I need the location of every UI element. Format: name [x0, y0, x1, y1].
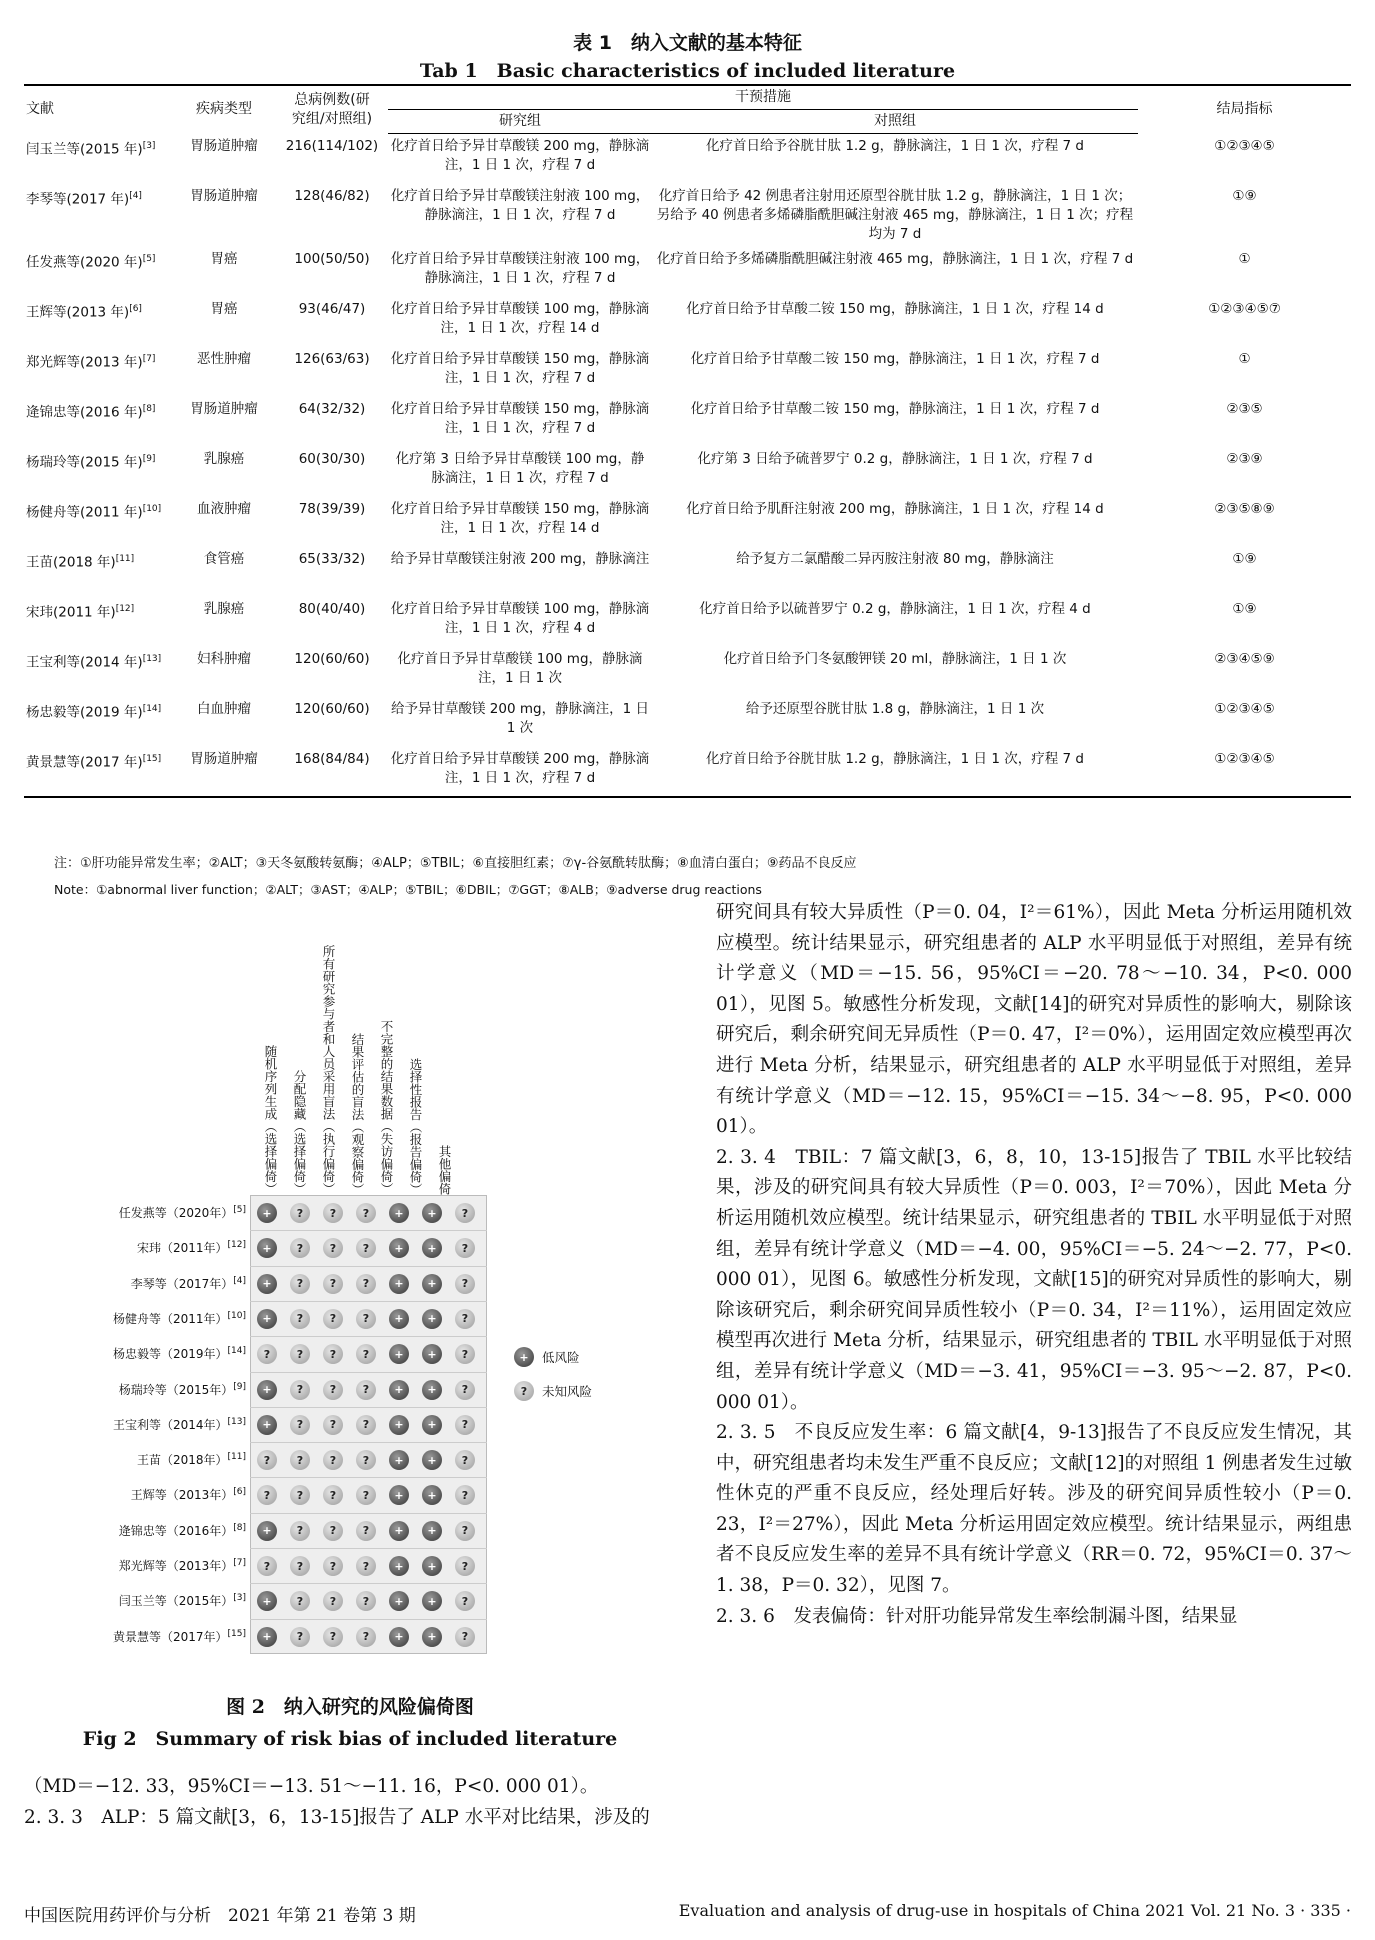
bias-row-label: 任发燕等（2020年）[5]: [118, 1205, 246, 1220]
figure-caption-cn: 图 2 纳入研究的风险偏倚图: [226, 1696, 474, 1718]
cell-study: 化疗首日给予异甘草酸镁 150 mg，静脉滴注，1 日 1 次，疗程 14 d: [390, 500, 650, 536]
unknown-risk-icon: ?: [290, 1627, 310, 1647]
unknown-risk-icon: ?: [356, 1380, 376, 1400]
unknown-risk-icon: ?: [356, 1203, 376, 1223]
low-risk-icon: +: [389, 1238, 409, 1258]
bias-row-label: 杨瑞玲等（2015年）[9]: [118, 1381, 246, 1397]
cell-cases: 128(46/82): [294, 187, 370, 204]
cell-literature: 闫玉兰等(2015 年)[3]: [26, 140, 156, 157]
unknown-risk-icon: ?: [323, 1274, 343, 1294]
unknown-risk-icon: ?: [323, 1485, 343, 1505]
cell-disease: 胃癌: [210, 300, 238, 317]
table-row: [24, 747, 1351, 797]
bias-column-header: 选择性报告（报告偏倚）: [408, 1057, 423, 1195]
cell-cases: 216(114/102): [285, 137, 379, 154]
cell-study: 化疗首日给予异甘草酸镁 200 mg，静脉滴注，1 日 1 次，疗程 7 d: [388, 747, 652, 797]
low-risk-icon: +: [514, 1347, 534, 1367]
unknown-risk-icon: ?: [323, 1380, 343, 1400]
low-risk-icon: +: [257, 1309, 277, 1329]
cell-disease: 胃肠道肿瘤: [190, 137, 258, 154]
table-row: [24, 697, 1351, 747]
low-risk-icon: +: [389, 1344, 409, 1364]
bias-row-label: 杨忠毅等（2019年）[14]: [112, 1346, 246, 1362]
cell-control: 给予复方二氯醋酸二异丙胺注射液 80 mg，静脉滴注: [736, 550, 1054, 567]
unknown-risk-icon: ?: [257, 1450, 277, 1470]
right-paragraph-1: 2. 3. 4 TBIL：7 篇文献[3，6，8，10，13-15]报告了 TBIL 水平比较结果，涉及的研究间具有较大异质性（P＝0. 003，I²＝70%），因此 Meta 分析运用随机效应模型。统计结果显示，研究组患者的 TBIL 水平明显低于对照组，差异有统计学意义（MD＝−4. 00，95%CI＝−5. 24～−2. 77，P<0. 000 01），见图 6。敏感性分析发现，文献[15]的研究对异质性的影响大，剔除该研究后，剩余研究间异质性较小（P＝0. 34，I²＝11%），运用固定效应模型再次进行 Meta 分析，结果显示，研究组患者的 TBIL 水平明显低于对照组，差异有统计学意义（MD＝−3. 41，95%CI＝−3. 95～−2. 87，P<0. 000 01）。: [716, 1146, 1352, 1413]
low-risk-icon: +: [389, 1521, 409, 1541]
low-risk-icon: +: [389, 1450, 409, 1470]
unknown-risk-icon: ?: [323, 1556, 343, 1576]
low-risk-icon: +: [422, 1415, 442, 1435]
bias-row-label: 闫玉兰等（2015年）[3]: [118, 1593, 246, 1609]
footer-journal-en: Evaluation and analysis of drug-use in hospitals of China 2021 Vol. 21 No. 3 · 335 ·: [678, 1901, 1351, 1920]
cell-control: 化疗首日给予多烯磷脂酰胆碱注射液 465 mg，静脉滴注，1 日 1 次，疗程 7 d: [656, 250, 1134, 267]
unknown-risk-icon: ?: [290, 1380, 310, 1400]
bias-column-header: 随机序列生成（选择偏倚）: [263, 1045, 278, 1195]
figure-caption-en: Fig 2 Summary of risk bias of included literature: [82, 1728, 618, 1750]
unknown-risk-icon: ?: [323, 1344, 343, 1364]
legend-unknown: ? 未知风险: [514, 1381, 592, 1401]
cell-literature: 王苗(2018 年)[11]: [26, 553, 135, 570]
cell-literature: 李琴等(2017 年)[4]: [26, 190, 142, 207]
cell-disease: 恶性肿瘤: [197, 350, 251, 367]
table-row: [24, 297, 1351, 347]
cell-control: 给予还原型谷胱甘肽 1.8 g，静脉滴注，1 日 1 次: [745, 700, 1045, 717]
unknown-risk-icon: ?: [455, 1485, 475, 1505]
unknown-risk-icon: ?: [455, 1238, 475, 1258]
unknown-risk-icon: ?: [356, 1238, 376, 1258]
cell-outcome: ①②③④⑤: [1138, 747, 1351, 797]
bias-row-label: 王苗（2018年）[11]: [136, 1452, 246, 1468]
unknown-risk-icon: ?: [290, 1203, 310, 1223]
cell-control: 化疗首日给予谷胱甘肽 1.2 g，静脉滴注，1 日 1 次，疗程 7 d: [706, 138, 1084, 154]
left-paragraph-1: 2. 3. 3 ALP：5 篇文献[3，6，13-15]报告了 ALP 水平对比结果，涉及的: [24, 1806, 650, 1828]
cell-outcome: ①: [1238, 350, 1251, 367]
cell-control: 化疗第 3 日给予硫普罗宁 0.2 g，静脉滴注，1 日 1 次，疗程 7 d: [697, 450, 1093, 467]
cell-disease: 胃肠道肿瘤: [190, 187, 258, 204]
cell-literature: 郑光辉等(2013 年)[7]: [26, 353, 156, 370]
table-row: [24, 347, 1351, 397]
table-row: [24, 597, 1351, 647]
bias-row-label: 黄景慧等（2017年）[15]: [112, 1628, 246, 1644]
low-risk-icon: +: [422, 1309, 442, 1329]
table-row: [24, 247, 1351, 297]
cell-outcome: ①⑨: [1232, 600, 1257, 617]
cell-literature: 任发燕等(2020 年)[5]: [26, 253, 156, 270]
cell-outcome: ①⑨: [1232, 550, 1257, 567]
cell-cases: 120(60/60): [294, 700, 370, 717]
low-risk-icon: +: [422, 1238, 442, 1258]
table-row: [24, 497, 1351, 547]
bias-row-label: 宋玮（2011年）[12]: [136, 1240, 246, 1256]
right-paragraph-2: 2. 3. 5 不良反应发生率：6 篇文献[4，9-13]报告了不良反应发生情况，其中，研究组患者均未发生严重不良反应；文献[12]的对照组 1 例患者发生过敏性休克的严重不良反应，经处理后好转。涉及的研究间异质性较小（P＝0. 23，I²＝27%），因此 Meta 分析运用固定效应模型。统计结果显示，两组患者不良反应发生率的差异不具有统计学意义（RR＝0. 72，95%CI＝0. 37～1. 38，P＝0. 32），见图 7。: [716, 1422, 1352, 1597]
unknown-risk-icon: ?: [323, 1203, 343, 1223]
cell-cases: 168(84/84): [276, 747, 388, 797]
risk-of-bias-figure: [70, 905, 670, 1644]
cell-cases: 78(39/39): [298, 500, 366, 517]
cell-study: 化疗首日给予异甘草酸镁 100 mg，静脉滴注，1 日 1 次，疗程 14 d: [390, 300, 650, 336]
cell-study: 化疗首日给予异甘草酸镁 150 mg，静脉滴注，1 日 1 次，疗程 7 d: [390, 350, 650, 386]
table-note-en: Note：①abnormal liver function；②ALT；③AST；④ALP；⑤TBIL；⑥DBIL；⑦GGT；⑧ALB；⑨adverse drug reactions: [54, 882, 762, 897]
table-row: [24, 547, 1351, 597]
unknown-risk-icon: ?: [455, 1274, 475, 1294]
bias-row-label: 王宝利等（2014年）[13]: [112, 1416, 246, 1432]
table-caption-cn: 表 1 纳入文献的基本特征: [573, 32, 802, 54]
header-cases: 总病例数(研 究组/对照组): [276, 85, 388, 134]
bias-column-header: 分配隐藏（选择偏倚）: [292, 1070, 307, 1195]
unknown-risk-icon: ?: [290, 1309, 310, 1329]
cell-cases: 126(63/63): [294, 350, 370, 367]
cell-control: 化疗首日给予 42 例患者注射用还原型谷胱甘肽 1.2 g，静脉滴注，1 日 1 次；另给予 40 例患者多烯磷脂酰胆碱注射液 465 mg，静脉滴注，1 日 1 次；疗程均为 7 d: [656, 187, 1134, 242]
table-row: [24, 397, 1351, 447]
cell-cases: 80(40/40): [298, 600, 366, 617]
low-risk-icon: +: [422, 1521, 442, 1541]
cell-study: 化疗首日给予异甘草酸镁 200 mg，静脉滴注，1 日 1 次，疗程 7 d: [390, 138, 650, 173]
cell-literature: 逄锦忠等(2016 年)[8]: [26, 403, 156, 420]
cell-disease: 胃肠道肿瘤: [190, 400, 258, 417]
unknown-risk-icon: ?: [514, 1381, 534, 1401]
unknown-risk-icon: ?: [323, 1521, 343, 1541]
cell-disease: 血液肿瘤: [197, 500, 251, 517]
bias-column-header: 不完整的结果数据（失访偏倚）: [379, 1020, 394, 1195]
cell-control: 化疗首日给予甘草酸二铵 150 mg，静脉滴注，1 日 1 次，疗程 7 d: [690, 400, 1100, 417]
characteristics-table: [24, 84, 1351, 798]
unknown-risk-icon: ?: [356, 1485, 376, 1505]
unknown-risk-icon: ?: [290, 1450, 310, 1470]
cell-control: 化疗首日给予谷胱甘肽 1.2 g，静脉滴注，1 日 1 次，疗程 7 d: [652, 747, 1138, 797]
cell-control: 化疗首日给予门冬氨酸钾镁 20 ml，静脉滴注，1 日 1 次: [723, 650, 1067, 667]
unknown-risk-icon: ?: [455, 1309, 475, 1329]
low-risk-icon: +: [422, 1450, 442, 1470]
unknown-risk-icon: ?: [356, 1274, 376, 1294]
cell-outcome: ①②③④⑤: [1214, 137, 1275, 154]
low-risk-icon: +: [389, 1627, 409, 1647]
unknown-risk-icon: ?: [455, 1556, 475, 1576]
cell-outcome: ②③④⑤⑨: [1214, 650, 1275, 667]
unknown-risk-icon: ?: [356, 1556, 376, 1576]
cell-control: 化疗首日给予肌酐注射液 200 mg，静脉滴注，1 日 1 次，疗程 14 d: [686, 500, 1104, 517]
table-row: [24, 447, 1351, 497]
header-control: 对照组: [652, 110, 1138, 134]
unknown-risk-icon: ?: [455, 1415, 475, 1435]
cell-outcome: ①⑨: [1232, 187, 1257, 204]
low-risk-icon: +: [257, 1591, 277, 1611]
unknown-risk-icon: ?: [356, 1344, 376, 1364]
footer-journal: 中国医院用药评价与分析 2021 年第 21 卷第 3 期: [24, 1906, 416, 1926]
bias-row-label: 王辉等（2013年）[6]: [130, 1487, 246, 1503]
unknown-risk-icon: ?: [290, 1274, 310, 1294]
cell-cases: 93(46/47): [298, 300, 366, 317]
cell-study: 给予异甘草酸镁 200 mg，静脉滴注，1 日 1 次: [391, 700, 649, 736]
low-risk-icon: +: [389, 1415, 409, 1435]
unknown-risk-icon: ?: [455, 1627, 475, 1647]
cell-disease: 白血肿瘤: [197, 700, 251, 717]
header-outcome: 结局指标: [1138, 85, 1351, 134]
low-risk-icon: +: [257, 1521, 277, 1541]
cell-literature: 王辉等(2013 年)[6]: [26, 303, 142, 320]
low-risk-icon: +: [257, 1203, 277, 1223]
low-risk-icon: +: [257, 1380, 277, 1400]
cell-literature: 黄景慧等(2017 年)[15]: [24, 747, 172, 797]
low-risk-icon: +: [422, 1485, 442, 1505]
unknown-risk-icon: ?: [323, 1591, 343, 1611]
cell-outcome: ②③⑤⑧⑨: [1214, 500, 1275, 517]
unknown-risk-icon: ?: [323, 1627, 343, 1647]
unknown-risk-icon: ?: [257, 1556, 277, 1576]
bias-row-label: 杨健舟等（2011年）[10]: [112, 1310, 246, 1326]
low-risk-icon: +: [389, 1591, 409, 1611]
low-risk-icon: +: [257, 1415, 277, 1435]
unknown-risk-icon: ?: [290, 1521, 310, 1541]
table-caption-en: Tab 1 Basic characteristics of included literature: [419, 60, 956, 82]
low-risk-icon: +: [422, 1274, 442, 1294]
left-paragraph-0: （MD＝−12. 33，95%CI＝−13. 51～−11. 16，P<0. 000 01）。: [24, 1776, 599, 1797]
low-risk-icon: +: [389, 1274, 409, 1294]
unknown-risk-icon: ?: [290, 1485, 310, 1505]
cell-disease: 乳腺癌: [203, 600, 245, 617]
unknown-risk-icon: ?: [290, 1415, 310, 1435]
header-intervention: 干预措施: [388, 85, 1138, 110]
cell-outcome: ②③⑨: [1226, 450, 1263, 467]
low-risk-icon: +: [422, 1627, 442, 1647]
cell-cases: 65(33/32): [298, 550, 366, 567]
unknown-risk-icon: ?: [257, 1344, 277, 1364]
unknown-risk-icon: ?: [455, 1203, 475, 1223]
cell-study: 化疗首日给予异甘草酸镁 100 mg，静脉滴注，1 日 1 次，疗程 4 d: [390, 600, 650, 636]
unknown-risk-icon: ?: [323, 1415, 343, 1435]
cell-disease: 胃肠道肿瘤: [172, 747, 276, 797]
cell-cases: 100(50/50): [294, 250, 370, 267]
low-risk-icon: +: [422, 1591, 442, 1611]
unknown-risk-icon: ?: [290, 1344, 310, 1364]
unknown-risk-icon: ?: [455, 1591, 475, 1611]
cell-disease: 食管癌: [203, 550, 245, 567]
unknown-risk-icon: ?: [290, 1556, 310, 1576]
cell-literature: 杨瑞玲等(2015 年)[9]: [26, 453, 156, 470]
unknown-risk-icon: ?: [257, 1485, 277, 1505]
table-note-cn: 注：①肝功能异常发生率；②ALT；③天冬氨酸转氨酶；④ALP；⑤TBIL；⑥直接胆红素；⑦γ-谷氨酰转肽酶；⑧血清白蛋白；⑨药品不良反应: [54, 856, 857, 871]
cell-disease: 乳腺癌: [203, 450, 245, 467]
right-column-text: [716, 898, 1352, 1632]
bias-row-label: 郑光辉等（2013年）[7]: [118, 1558, 246, 1573]
low-risk-icon: +: [422, 1380, 442, 1400]
cell-cases: 64(32/32): [298, 400, 366, 417]
table-row: [24, 184, 1351, 247]
cell-cases: 60(30/30): [298, 450, 366, 467]
table-row: [24, 134, 1351, 184]
cell-control: 化疗首日给予以硫普罗宁 0.2 g，静脉滴注，1 日 1 次，疗程 4 d: [699, 600, 1091, 617]
cell-literature: 杨忠毅等(2019 年)[14]: [26, 703, 162, 720]
low-risk-icon: +: [389, 1380, 409, 1400]
cell-disease: 妇科肿瘤: [197, 650, 251, 667]
unknown-risk-icon: ?: [323, 1450, 343, 1470]
unknown-risk-icon: ?: [455, 1521, 475, 1541]
low-risk-icon: +: [389, 1203, 409, 1223]
low-risk-icon: +: [422, 1556, 442, 1576]
low-risk-icon: +: [257, 1274, 277, 1294]
cell-study: 化疗第 3 日给予异甘草酸镁 100 mg，静脉滴注，1 日 1 次，疗程 7 d: [395, 450, 645, 486]
unknown-risk-icon: ?: [290, 1238, 310, 1258]
header-disease: 疾病类型: [172, 85, 276, 134]
cell-outcome: ①②③④⑤⑦: [1208, 300, 1281, 317]
bias-row-label: 李琴等（2017年）[4]: [130, 1275, 246, 1291]
cell-outcome: ②③⑤: [1226, 400, 1263, 417]
cell-literature: 宋玮(2011 年)[12]: [26, 603, 135, 620]
unknown-risk-icon: ?: [455, 1344, 475, 1364]
cell-study: 化疗首日给予异甘草酸镁 150 mg，静脉滴注，1 日 1 次，疗程 7 d: [390, 400, 650, 436]
low-risk-icon: +: [422, 1203, 442, 1223]
table-row: [24, 647, 1351, 697]
unknown-risk-icon: ?: [323, 1238, 343, 1258]
cell-outcome: ①: [1238, 250, 1251, 267]
low-risk-icon: +: [389, 1485, 409, 1505]
low-risk-icon: +: [389, 1309, 409, 1329]
cell-disease: 胃癌: [210, 250, 238, 267]
bias-column-header: 结果评估的盲法（观察偏倚）: [350, 1032, 365, 1195]
right-paragraph-0: 研究间具有较大异质性（P＝0. 04，I²＝61%），因此 Meta 分析运用随机效应模型。统计结果显示，研究组患者的 ALP 水平明显低于对照组，差异有统计学意义（MD＝−15. 56，95%CI＝−20. 78～−10. 34，P<0. 000 01），见图 5。敏感性分析发现，文献[14]的研究对异质性的影响大，剔除该研究后，剩余研究间无异质性（P＝0. 47，I²＝0%），运用固定效应模型再次进行 Meta 分析，结果显示，研究组患者的 ALP 水平明显低于对照组，差异有统计学意义（MD＝−12. 15，95%CI＝−15. 34～−8. 95，P<0. 000 01）。: [716, 902, 1352, 1138]
legend-low: + 低风险: [514, 1347, 580, 1367]
bias-column-header: 其他偏倚: [437, 1145, 452, 1195]
bias-column-header: 所有研究参与者和人员采用盲法（执行偏倚）: [321, 945, 336, 1195]
unknown-risk-icon: ?: [356, 1415, 376, 1435]
low-risk-icon: +: [422, 1344, 442, 1364]
unknown-risk-icon: ?: [356, 1309, 376, 1329]
unknown-risk-icon: ?: [356, 1521, 376, 1541]
cell-study: 化疗首日给予异甘草酸镁注射液 100 mg，静脉滴注，1 日 1 次，疗程 7 d: [390, 187, 650, 223]
low-risk-icon: +: [257, 1238, 277, 1258]
low-risk-icon: +: [257, 1627, 277, 1647]
low-risk-icon: +: [389, 1556, 409, 1576]
left-column-text: [24, 1772, 676, 1833]
cell-literature: 王宝利等(2014 年)[13]: [26, 653, 162, 670]
cell-study: 给予异甘草酸镁注射液 200 mg，静脉滴注: [390, 550, 650, 567]
cell-cases: 120(60/60): [294, 650, 370, 667]
unknown-risk-icon: ?: [323, 1309, 343, 1329]
unknown-risk-icon: ?: [290, 1591, 310, 1611]
bias-row-label: 逄锦忠等（2016年）[8]: [118, 1522, 246, 1538]
cell-study: 化疗首日给予异甘草酸镁注射液 100 mg，静脉滴注，1 日 1 次，疗程 7 d: [390, 250, 650, 286]
cell-literature: 杨健舟等(2011 年)[10]: [26, 503, 162, 520]
cell-control: 化疗首日给予甘草酸二铵 150 mg，静脉滴注，1 日 1 次，疗程 7 d: [690, 350, 1100, 367]
unknown-risk-icon: ?: [455, 1450, 475, 1470]
cell-study: 化疗首日予异甘草酸镁 100 mg，静脉滴注，1 日 1 次: [397, 650, 643, 686]
cell-control: 化疗首日给予甘草酸二铵 150 mg，静脉滴注，1 日 1 次，疗程 14 d: [686, 300, 1104, 317]
right-paragraph-3: 2. 3. 6 发表偏倚：针对肝功能异常发生率绘制漏斗图，结果显: [716, 1605, 1238, 1627]
header-literature: 文献: [24, 85, 172, 134]
header-study: 研究组: [388, 110, 652, 134]
cell-outcome: ①②③④⑤: [1214, 700, 1275, 717]
unknown-risk-icon: ?: [455, 1380, 475, 1400]
unknown-risk-icon: ?: [356, 1627, 376, 1647]
unknown-risk-icon: ?: [356, 1591, 376, 1611]
unknown-risk-icon: ?: [356, 1450, 376, 1470]
